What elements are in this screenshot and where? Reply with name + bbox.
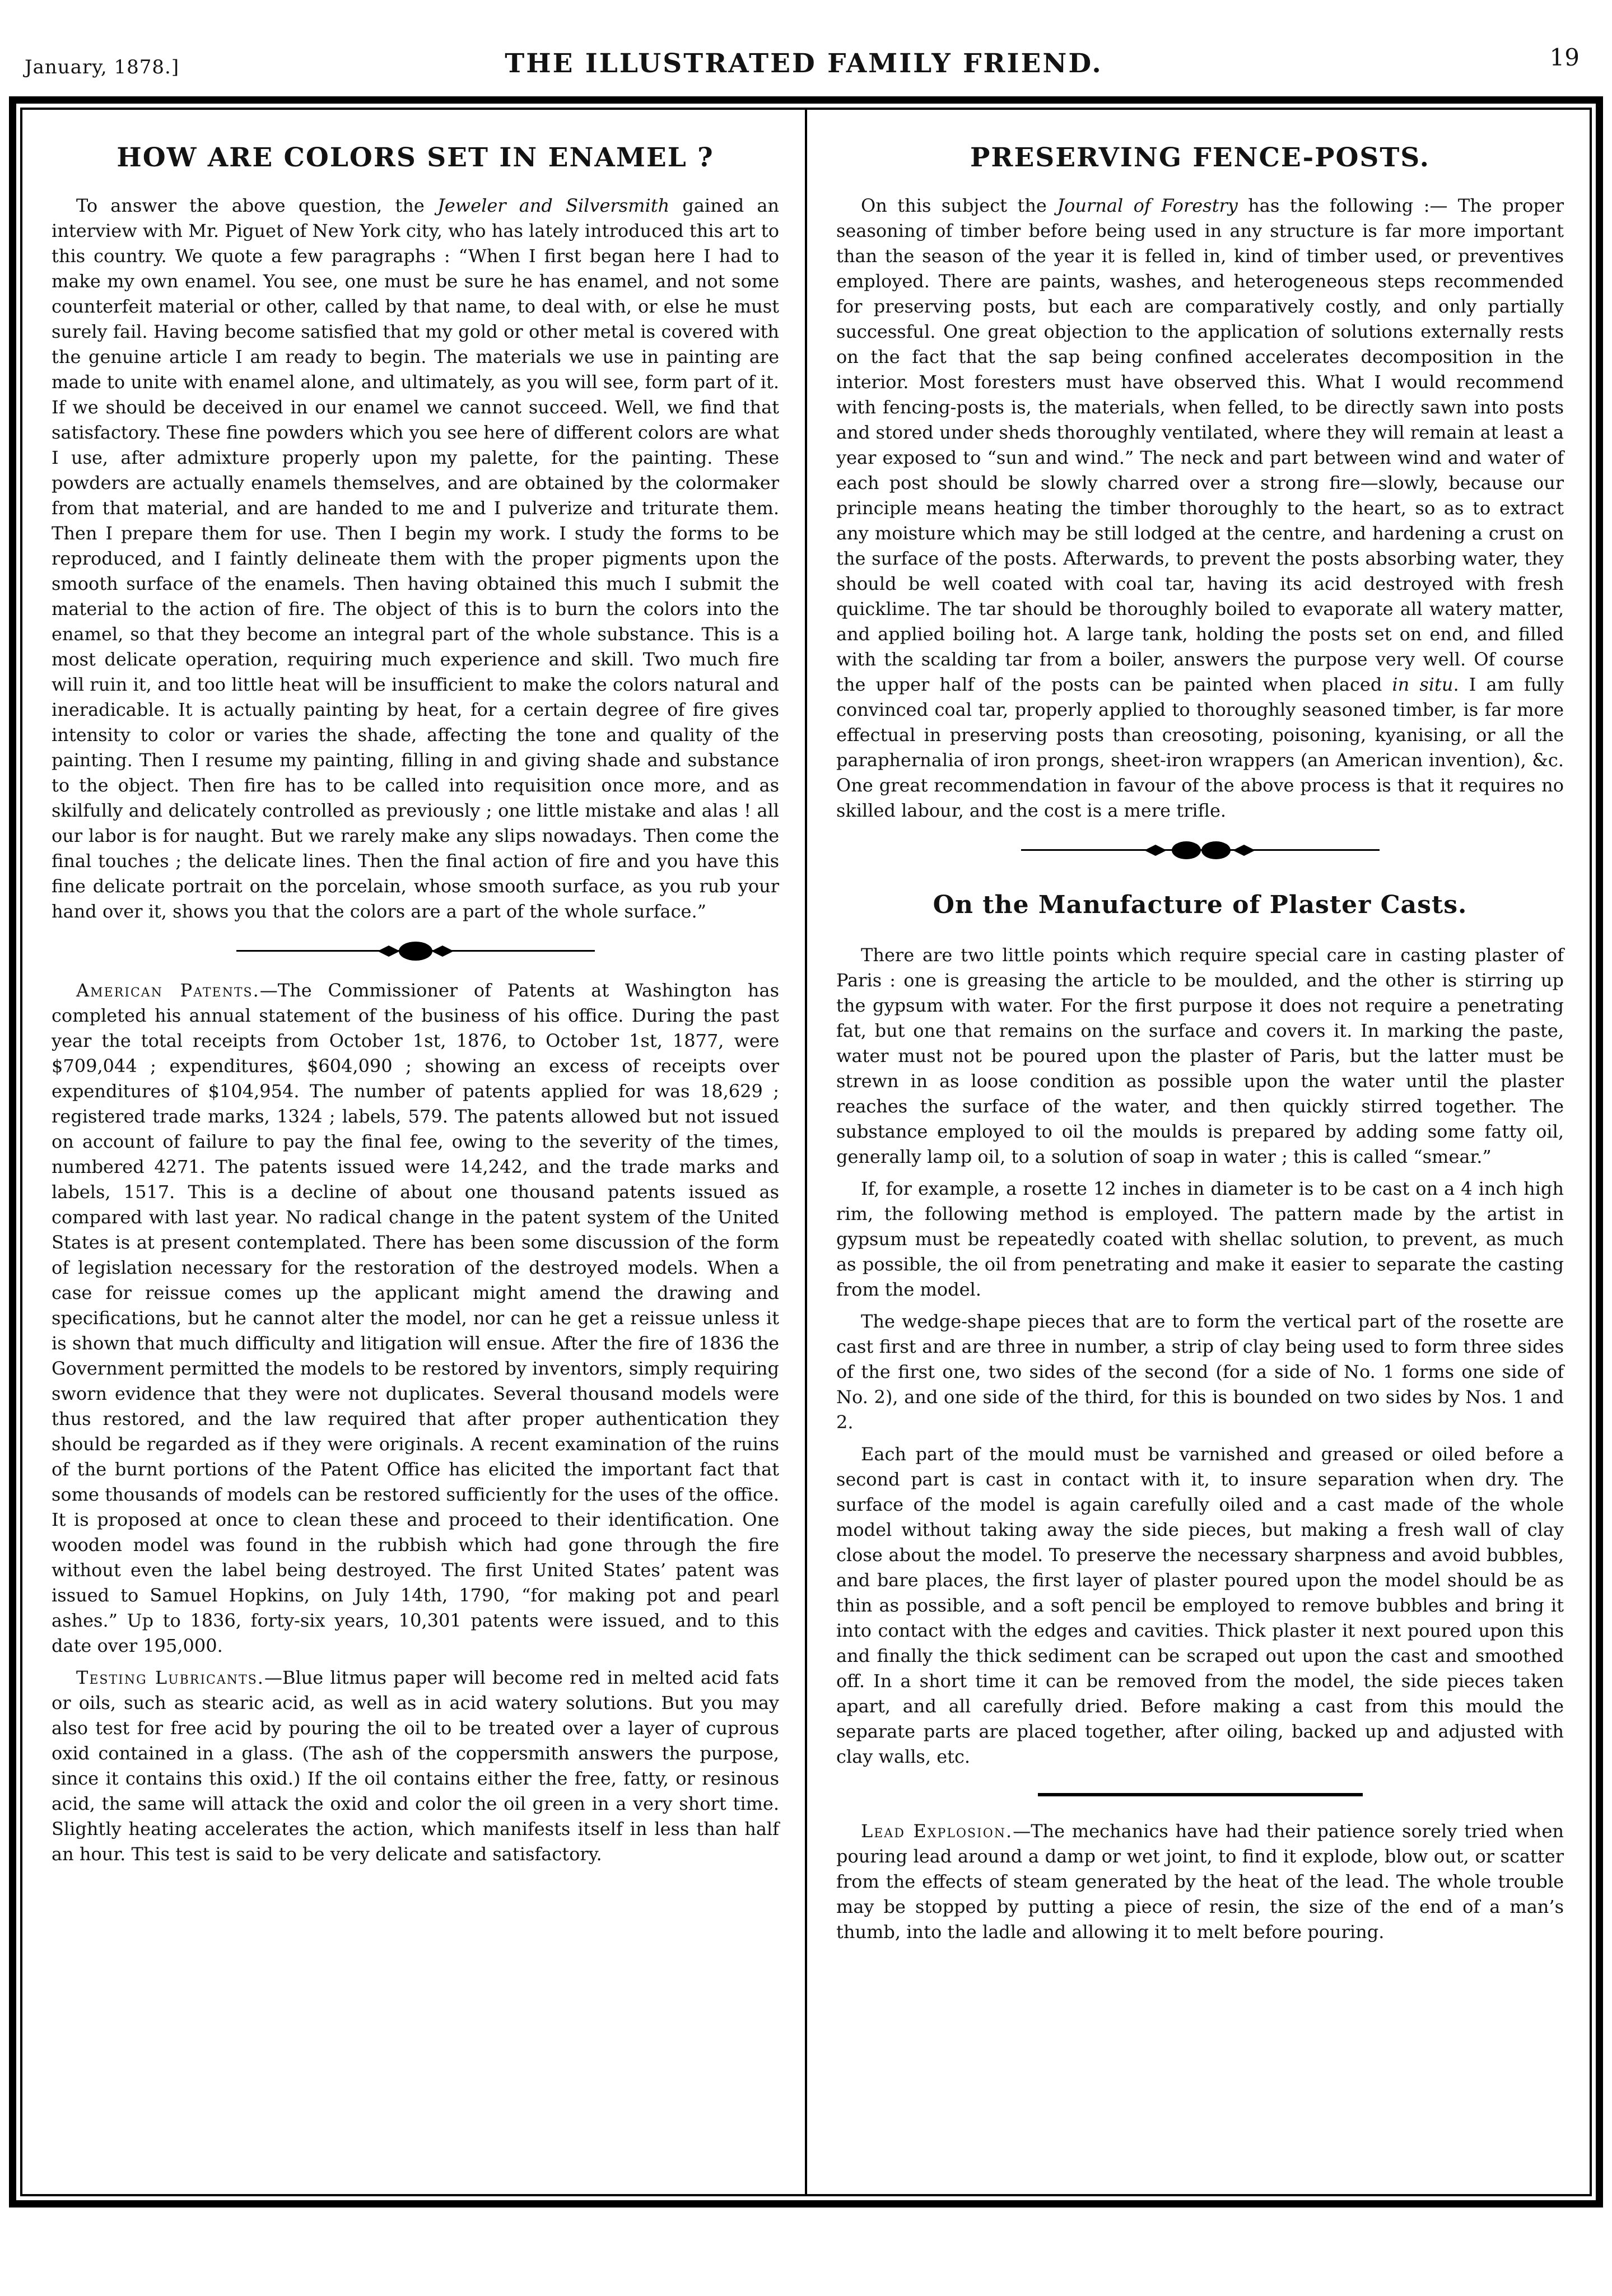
running-head [25,44,1583,83]
page-border-frame [9,96,1603,2207]
plaster-casts-paragraph-3: The wedge-shape pieces that are to form the vertical part of the rosette are cast first and are three in number, a strip of clay being used to form three sides of the first one, two sides of the second (for a side of No. 1 forms one side of No. 2), and one side of the third, for this is bounded on two sides by Nos. 1 and 2. [836,1311,1564,1433]
article-body-enamel: To answer the above question, the Jeweler and Silversmith gained an interview with Mr. Piguet of New York city, who has lately introduced this art to this country. We quote a few paragraphs : “When I first began here I had to make my own enamel. You see, one must be sure he has enamel, and not some counterfeit material or other, called by that name, to deal with, or else he must surely fail. Having become satisfied that my gold or other metal is covered with the genuine article I am ready to begin. The materials we use in painting are made to unite with enamel alone, and ultimately, as you will see, form part of it. If we should be deceived in our enamel we cannot succeed. Well, we find that satisfactory. These fine powders which you see here of different colors are what I use, after admixture properly upon my palette, for the painting. These powders are actually enamels themselves, and are obtained by the colormaker from that material, and are handed to me and I pulverize and triturate them. Then I prepare them for use. Then I begin my work. I study the forms to be reproduced, and I faintly delineate them with the proper pigments upon the smooth surface of the enamels. Then having obtained this much I submit the material to the action of fire. The object of this is to burn the colors into the enamel, so that they become an integral part of the whole substance. This is a most delicate operation, requiring much experience and skill. Two much fire will ruin it, and too little heat will be insufficient to make the colors natural and ineradicable. It is actually painting by heat, for a certain degree of fire gives intensity to color or varies the shade, affecting the tone and quality of the painting. Then I resume my painting, filling in and giving shade and substance to the object. Then fire has to be called into requisition once more, and as skilfully and delicately controlled as previously ; one little mistake and alas ! all our labor is for naught. But we rarely make any slips nowadays. Then come the final touches ; the delicate lines. Then the final action of fire and you have this fine delicate portrait on the porcelain, whose smooth surface, as you rub your hand over it, shows you that the colors are a part of the whole surface.” [52,195,780,922]
note-testing-lubricants: Testing Lubricants.—Blue litmus paper will become red in melted acid fats or oils, such as stearic acid, as well as in acid watery solutions. But you may also test for free acid by pouring the oil to be treated over a layer of cuprous oxid contained in a glass. (The ash of the coppersmith answers the purpose, since it contains this oxid.) If the oil contains either the free, fatty, or resinous acid, the same will attack the oxid and color the oil green in a very short time. Slightly heating accelerates the action, which manifests itself in less than half an hour. This test is said to be very delicate and satisfactory. [52,1667,780,1865]
divider-ornament-icon [236,939,595,963]
plaster-casts-paragraph-4: Each part of the mould must be varnished and greased or oiled before a second part is cast in contact with it, to insure separation when dry. The surface of the model is again carefully oiled and a cast made of the whole model without taking away the side pieces, but making a fresh wall of clay close about the model. To preserve the necessary sharpness and avoid bubbles, and bare places, the first layer of plaster poured upon the model should be as thin as possible, and a soft pencil be employed to remove bubbles and bring it into contact with the edges and cavities. Thick plaster it next poured upon this and finally the thick sediment can be scraped out upon the cast and smoothed off. In a short time it can be removed from the model, the side pieces taken apart, and all carefully dried. Before making a cast from this mould the separate parts are placed together, after oiling, backed up and adjusted with clay walls, etc. [836,1443,1564,1767]
note-lead-explosion: Lead Explosion.—The mechanics have had their patience sorely tried when pouring lead around a damp or wet joint, to find it explode, blow out, or scatter from the effects of steam generated by the heat of the lead. The whole trouble may be stopped by putting a piece of resin, the size of the end of a man’s thumb, into the ladle and allowing it to melt before pouring. [836,1820,1564,1943]
note-american-patents: American Patents.—The Commissioner of Patents at Washington has completed his annual statement of the business of his office. During the past year the total receipts from October 1st, 1876, to October 1st, 1877, were $709,044 ; expenditures, $604,090 ; showing an excess of receipts over expenditures of $104,954. The number of patents applied for was 18,629 ; registered trade marks, 1324 ; labels, 579. The patents allowed but not issued on account of failure to pay the final fee, owing to the severity of the times, numbered 4271. The patents issued were 14,242, and the trade marks and labels, 1517. This is a decline of about one thousand patents issued as compared with last year. No radical change in the patent system of the United States is at present contemplated. There has been some discussion of the form of legislation necessary for the restoration of the destroyed models. When a case for reissue comes up the applicant might amend the drawing and specifications, but he cannot alter the model, nor can he get a reissue unless it is shown that much difficulty and litigation will ensue. After the fire of 1836 the Government permitted the models to be restored by inventors, simply requiring sworn evidence that they were not duplicates. Several thousand models were thus restored, and the law required that after proper authentication they should be regarded as if they were originals. A recent examination of the ruins of the burnt portions of the Patent Office has elicited the important fact that some thousands of models can be restored sufficiently for the uses of the office. It is proposed at once to clean these and proceed to their identification. One wooden model was found in the rubbish which had gone through the fire without even the label being destroyed. The first United States’ patent was issued to Samuel Hopkins, on July 14th, 1790, “for making pot and pearl ashes.” Up to 1836, forty-six years, 10,301 patents were issued, and to this date over 195,000. [52,980,780,1656]
section-divider [52,939,779,966]
page-number: 19 [1549,44,1580,71]
article-title-plaster-casts: On the Manufacture of Plaster Casts. [933,891,1467,919]
article-body-fence-posts: On this subject the Journal of Forestry has the following :— The proper seasoning of timber before being used in any structure is far more important than the season of the year it is felled in, kind of timber used, or preventives employed. There are paints, washes, and heterogeneous steps recommended for preserving posts, but each are comparatively costly, and only partially successful. One great objection to the application of solutions externally rests on the fact that the sap being confined accelerates decomposition in the interior. Most foresters must have observed this. What I would recommend with fencing-posts is, the materials, when felled, to be directly sawn into posts and stored under sheds thoroughly ventilated, where they will remain at least a year exposed to “sun and wind.” The neck and part between wind and water of each post should be slowly charred over a strong fire—slowly, because our principle means heating the timber thoroughly to the heart, so as to extract any moisture which may be still lodged at the centre, and hardening a crust on the surface of the posts. Afterwards, to prevent the posts absorbing water, they should be well coated with coal tar, having its acid destroyed with fresh quicklime. The tar should be thoroughly boiled to evaporate all watery matter, and applied boiling hot. A large tank, holding the posts set on end, and filled with the scalding tar from a boiler, answers the purpose very well. Of course the upper half of the posts can be painted when placed in situ. I am fully convinced coal tar, properly applied to thoroughly seasoned timber, is far more effectual in preserving posts than creosoting, poisoning, kyanising, or all the paraphernalia of iron prongs, sheet-iron wrappers (an American invention), &c. One great recommendation in favour of the above process is that it requires no skilled labour, and the cost is a mere trifle. [836,195,1564,821]
right-column [807,110,1590,2194]
section-divider [836,838,1564,865]
plaster-casts-paragraph-1: There are two little points which require special care in casting plaster of Paris : one is greasing the article to be moulded, and the other is stirring up the gypsum with water. For the first purpose it does not require a penetrating fat, but one that remains on the surface and covers it. In marking the paste, water must not be poured upon the plaster of Paris, but the latter must be strewn in as loose condition as possible upon the water until the plaster reaches the surface of the water, and then quickly stirred together. The substance employed to oil the moulds is prepared by adding some fatty oil, generally lamp oil, to a solution of soap in water ; this is called “smear.” [836,944,1564,1167]
plain-divider-rule [1038,1793,1363,1796]
left-column [22,110,805,2194]
article-title-enamel: HOW ARE COLORS SET IN ENAMEL ? [117,142,714,173]
article-title-fence-posts: PRESERVING FENCE-POSTS. [970,142,1430,173]
issue-date: January, 1878.] [25,56,180,78]
divider-ornament-icon [1021,838,1380,863]
page-border-inner-rule [20,108,1592,2196]
plaster-casts-paragraph-2: If, for example, a rosette 12 inches in diameter is to be cast on a 4 inch high rim, the following method is employed. The pattern made by the artist in gypsum must be repeatedly coated with shellac solution, to prevent, as much as possible, the oil from penetrating and make it easier to separate the casting from the model. [836,1178,1564,1300]
journal-title: THE ILLUSTRATED FAMILY FRIEND. [505,48,1103,79]
